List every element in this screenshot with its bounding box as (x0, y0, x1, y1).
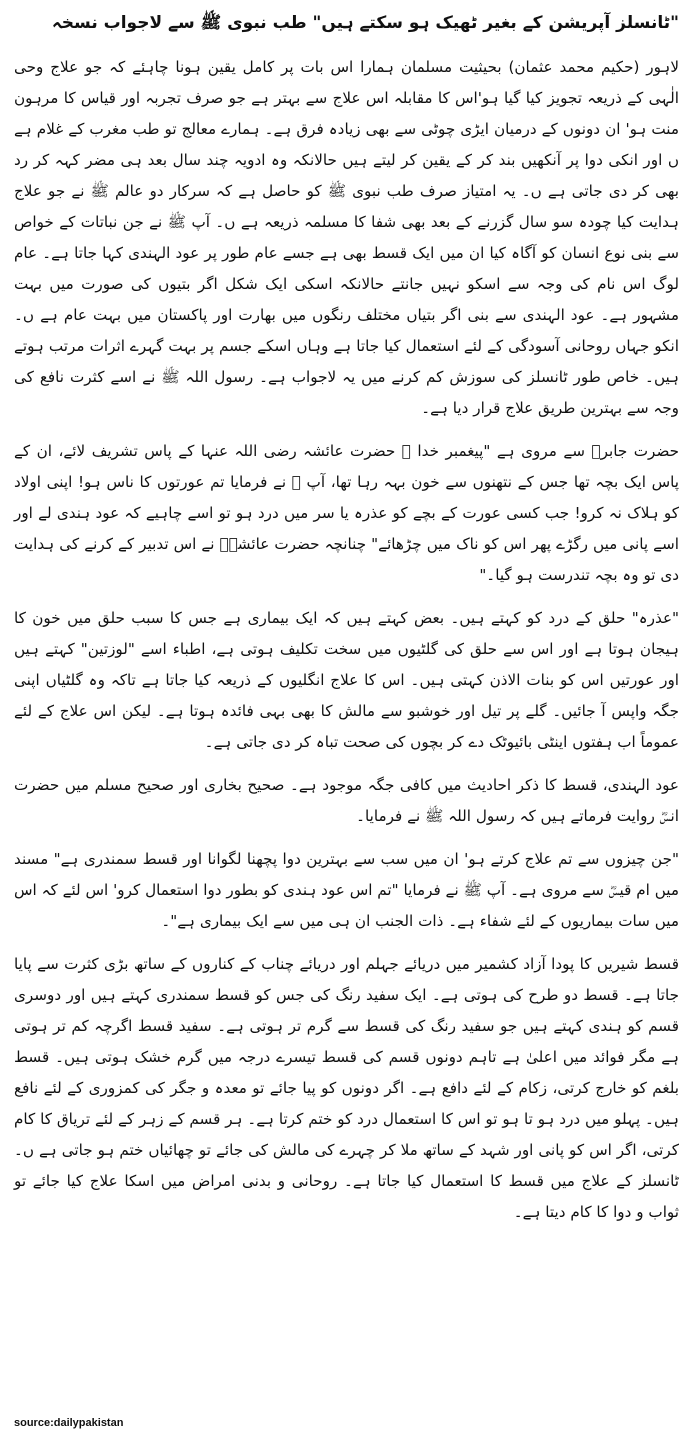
article-paragraph-1: لاہور (حکیم محمد عثمان) بحیثیت مسلمان ہمارا اس بات پر کامل یقین ہونا چاہئے کہ جو علاج وحی الٰہی کے ذریعہ تجویز کیا گیا ہو'اس کا مقابلہ اس علاج سے بہتر ہے جو صرف تجربہ اور قیاس کا مرہون منت ہو' ان دونوں کے درمیان ایڑی چوٹی سے بھی زیادہ فرق ہے۔ ہمارے معالج تو طب مغرب کے غلام ہے ں اور انکی دوا پر آنکھیں بند کر کے یقین کر لیتے ہیں حالانکہ وہ ادویہ چند سال بعد ہی مضر کہہ کر رد بھی کر دی جاتی ہے ں۔ یہ امتیاز صرف طب نبوی ﷺ کو حاصل ہے کہ سرکار دو عالم ﷺ نے جو علاج ہدایت کیا چودہ سو سال گزرنے کے بعد بھی شفا کا مسلمہ ذریعہ ہے ں۔ آپ ﷺ نے جن نباتات کے خواص سے بنی نوع انسان کو آگاہ کیا ان میں ایک قسط بھی ہے جسے عام طور پر عود الہندی کہا جاتا ہے۔ عام لوگ اس نام کی وجہ سے اسکو نہیں جانتے حالانکہ اسکی ایک شکل اگر بتیوں کی صورت میں بہت مشہور ہے۔ عود الہندی سے بنی اگر بتیاں مختلف رنگوں میں بھارت اور پاکستان میں بہت عام ہے ں۔ انکو جہاں روحانی آسودگی کے لئے استعمال کیا جاتا ہے وہاں اسکے جسم پر بہت گہرے اثرات مرتب ہوتے ہیں۔ خاص طور ٹانسلز کی سوزش کم کرنے میں یہ لاجواب ہے۔ رسول اللہ ﷺ نے اسے کثرت نافع کی وجہ سے بہترین طریق علاج قرار دیا ہے۔ (14, 58, 679, 417)
source-credit: source:dailypakistan (14, 1417, 124, 1429)
article-paragraph-5: "جن چیزوں سے تم علاج کرتے ہو' ان میں سب سے بہترین دوا پچھنا لگوانا اور قسط سمندری ہے" مسند میں ام قیسؓ سے مروی ہے۔ آپ ﷺ نے فرمایا "تم اس عود ہندی کو بطور دوا استعمال کرو' اس لئے کہ اس میں سات بیماریوں کے لئے شفاء ہے۔ ذات الجنب ان ہی میں سے ایک بیماری ہے"۔ (14, 850, 679, 930)
article-paragraph-6: قسط شیریں کا پودا آزاد کشمیر میں دریائے جہلم اور دریائے چناب کے کناروں کے ساتھ بڑی کثرت سے پایا جاتا ہے۔ قسط دو طرح کی ہوتی ہے۔ ایک سفید رنگ کی جس کو قسط سمندری کہتے ہیں اور دوسری قسم کو ہندی کہتے ہیں جو سفید رنگ کی قسط سے گرم تر ہوتی ہے۔ سفید قسط اگرچہ کم تر ہوتی ہے مگر فوائد میں اعلیٰ ہے تاہم دونوں قسم کی قسط تیسرے درجہ میں گرم خشک ہوتی ہیں۔ قسط بلغم کو خارج کرتی، زکام کے لئے دافع ہے۔ اگر دونوں کو پیا جائے تو معدہ و جگر کی کمزوری کے لئے نافع ہیں۔ پہلو میں درد ہو تا ہو تو اس کا استعمال درد کو ختم کرتا ہے۔ ہر قسم کے زہر کے لئے تریاق کا کام کرتی، اگر اس کو پانی اور شہد کے ساتھ ملا کر چہرے کی مالش کی جائے تو چھائیاں ختم ہو جاتی ہے ں۔ ٹانسلز کے علاج میں قسط کا استعمال کیا جاتا ہے۔ روحانی و بدنی امراض میں اسکا علاج کیا جائے تو ثواب و دوا کا کام دیتا ہے۔ (14, 955, 679, 1221)
article-paragraph-4: عود الہندی، قسط کا ذکر احادیث میں کافی جگہ موجود ہے۔ صحیح بخاری اور صحیح مسلم میں حضرت انسؓ روایت فرماتے ہیں کہ رسول اللہ ﷺ نے فرمایا۔ (14, 776, 679, 825)
article-title: "ٹانسلز آپریشن کے بغیر ٹھیک ہو سکتے ہیں" طب نبوی ﷺ سے لاجواب نسخہ (51, 13, 679, 33)
article-paragraph-3: "عذرہ" حلق کے درد کو کہتے ہیں۔ بعض کہتے ہیں کہ ایک بیماری ہے جس کا سبب حلق میں خون کا ہیجان ہوتا ہے اور اس سے حلق کی گلٹیوں میں سخت تکلیف ہوتی ہے، اطباء اسے "لوزتین" کہتے ہیں اور عورتیں اس کو بنات الاذن کہتی ہیں۔ اس کا علاج انگلیوں کے ذریعہ کیا جاتا ہے تاکہ وہ گلٹیاں اپنی جگہ واپس آ جائیں۔ گلے پر تیل اور خوشبو سے مالش کا بھی بہی فائدہ ہوتا ہے۔ لیکن اس علاج کے لئے عموماً اب ہفتوں اینٹی بائیوٹک دے کر بچوں کی صحت تباہ کر دی جاتی ہے۔ (14, 609, 679, 751)
article-paragraph-2: حضرت جابرؓ سے مروی ہے "پیغمبر خدا ﷺ حضرت عائشہ رضی اللہ عنہا کے پاس تشریف لائے، ان کے پاس ایک بچہ تھا جس کے نتھنوں سے خون بہہ رہا تھا، آپ ﷺ نے فرمایا تم عورتوں کا ناس ہو! اپنی اولاد کو ہلاک نہ کرو! جب کسی عورت کے بچے کو عذرہ یا سر میں درد ہو تو اسے چاہیے کہ عود ہندی لے اور اسے پانی میں رگڑے پھر اس کو ناک میں چڑھائے" چنانچہ حضرت عائشہؓ نے اس تدبیر کے کرنے کی ہدایت دی تو وہ بچہ تندرست ہو گیا۔" (14, 442, 679, 584)
